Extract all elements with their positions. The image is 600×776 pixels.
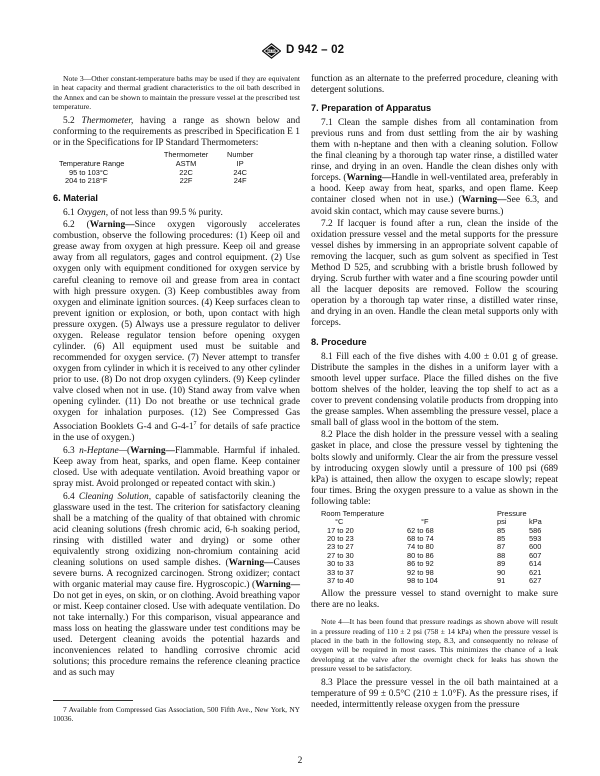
para-8-2: 8.2 Place the dish holder in the pressure vessel with a sealing gasket in place, and close the pressure vessel by tightening the bolts slowly and uniformly. Clear the air from the pressure vessel by introducing oxygen slowly until a pressure of 100 psi (689 kPa) is attained, then allow the oxygen to escape slowly; repeat four times. Bring the oxygen pressure to a value as shown in the following table: (311, 430, 558, 507)
table-row: 204 to 218°F 22F 24F (65, 176, 247, 186)
para-6-1: 6.1 Oxygen, of not less than 99.5 % purity. (63, 207, 223, 218)
table-header-row: Temperature Range ASTM IP (59, 158, 244, 168)
para-8-3: 8.3 Place the pressure vessel in the oil bath maintained at a temperature of 99 ± 0.5°C (210 ± 1.0°F). As the pressure rises, if needed, intermittently release oxygen from the pressure (311, 678, 558, 711)
pressure-table (321, 510, 557, 586)
para-8-1: 8.1 Fill each of the five dishes with 4.00 ± 0.01 g of grease. Distribute the samples in the dishes in a uniform layer with a smooth level upper surface. Place the filled dishes on the five bottom shelves of the holder, leaving the top shelf to act as a cover to prevent condensing volatile products from dropping into the grease samples. When assembling the pressure vessel, place a small ball of glass wool in the bottom of the stem. (311, 351, 558, 428)
left-column (53, 74, 300, 681)
table-row: 37 to 40 98 to 104 91 627 (327, 575, 542, 585)
table-row: 23 to 27 74 to 80 87 600 (327, 542, 542, 552)
table-row: 30 to 33 86 to 92 89 614 (327, 559, 542, 569)
footnote-7: 7 Available from Compressed Gas Association, 500 Fifth Ave., New York, NY 10036. (53, 705, 300, 723)
footnote-divider (53, 700, 133, 701)
para-6-3: 6.3 n-Heptane—(Warning—Flammable. Harmful if inhaled. Keep away from heat, sparks, and open flame. Keep container closed. Use with adequate ventilation. Avoid breathing vapor or spray mist. Avoid prolonged or repeated contact with skin.) (53, 445, 300, 489)
section-8-heading: 8. Procedure (311, 336, 367, 347)
section-7-heading: 7. Preparation of Apparatus (311, 103, 432, 114)
table-row: 95 to 103°C 22C 24C (69, 167, 247, 177)
right-column (311, 74, 558, 713)
note-3: Note 3—Other constant-temperature baths may be used if they are equivalent in heat capacity and thermal gradient characteristics to the oil bath described in the Annex and can be shown to maintain the pressure vessel at the prescribed test temperature. (53, 74, 300, 111)
table-row: 17 to 20 62 to 68 85 586 (327, 525, 542, 535)
page-number: 2 (297, 756, 303, 766)
table-header-row: Thermometer Number (163, 150, 254, 160)
para-6-2: 6.2 (Warning—Since oxygen vigorously accelerates combustion, observe the following procedures: (1) Keep oil and grease away from oxygen at high pressure. Keep oil and grease away from all regulators, gages and control equipment. (2) Use oxygen only with equipment conditioned for oxygen service by careful cleaning to remove oil and grease from area in contact with high pressure oxygen. (3) Keep combustibles away from oxygen and eliminate ignition sources. (4) Keep surfaces clean to prevent ignition or explosion, or both, upon contact with high pressure oxygen. (5) Always use a pressure regulator to deliver oxygen. Release regulator tension before opening oxygen cylinder. (6) All equipment used must be suitable and recommended for oxygen service. (7) Never attempt to transfer oxygen from cylinder in which it is received to any other cylinder prior to use. (8) Do not drop oxygen cylinders. (9) Keep cylinder valve closed when not in use. (10) Stand away from valve when opening cylinder. (11) Do not breathe or use technical grade oxygen for inhalation purposes. (12) See Compressed Gas Association Booklets G-4 and $G-4-1^7$ for details of safe practice in the use of oxygen.) (53, 220, 301, 444)
section-6-heading: 6. Material (53, 192, 98, 203)
para-7-2: 7.2 If lacquer is found after a run, clean the inside of the oxidation pressure vessel and the metal supports for the pressure vessel dishes by immersing in an appropriate solvent capable of removing the lacquer, such as gum solvent as specified in Test Method D 525, and scrubbing with a bristle brush followed by drying. Scrub further with water and a fine scouring powder until all the lacquer deposits are removed. Follow the scouring operation by a thorough tap water rinse, a distilled water rinse, and drying in an oven. Handle the clean metal supports only with forceps. (311, 219, 558, 329)
para-7-1: 7.1 Clean the sample dishes from all contamination from previous runs and from dust settling from the air by washing them with n-heptane and then with a cleaning solution. Follow the final cleaning by a thorough tap water rinse, a distilled water rinse, and drying in an oven. Handle the clean dishes only with forceps. (Warning—Handle in well-ventilated area, preferably in a hood. Keep away from heat, sparks, and open flame. Keep container closed when not in use.) (Warning—See 6.3, and avoid skin contact, which may cause severe burns.) (311, 118, 558, 217)
table-header-row: Room Temperature Pressure (321, 508, 527, 518)
table-row: 20 to 23 68 to 74 85 593 (327, 533, 542, 543)
note-4: Note 4—It has been found that pressure readings as shown above will result in a pressure reading of 110 ± 2 psi (758 ± 14 kPa) when the pressure vessel is placed in the bath in the following step, 8.3, and consequently no release of oxygen will be required in most cases. This minimizes the chance of a leak developing at the valve after the overnight check for leaks has shown the pressure vessel to be satisfactory. (311, 617, 558, 673)
table-row: 27 to 30 80 to 86 88 607 (327, 550, 542, 560)
svg-text:ASTM: ASTM (266, 49, 277, 54)
para-allow-stand: Allow the pressure vessel to stand overnight to make sure there are no leaks. (311, 589, 558, 611)
para-continued: function as an alternate to the preferred procedure, cleaning with detergent solutions. (311, 74, 558, 96)
thermometer-table (59, 151, 263, 185)
page-header (0, 44, 600, 58)
para-5-2: 5.2 Thermometer, having a range as shown below and conforming to the requirements as prescribed in Specification E 1 or in the Specifications for IP Standard Thermometers: (53, 116, 301, 149)
table-row: 33 to 37 92 to 98 90 621 (327, 567, 542, 577)
astm-logo-icon (262, 43, 281, 59)
standard-designation: D 942 – 02 (286, 44, 345, 56)
para-6-4: 6.4 Cleaning Solution, capable of satisfactorily cleaning the glassware used in the test. The criterion for satisfactory cleaning shall be a matching of the quality of that obtained with chromic acid cleaning solutions (fresh chromic acid, 6-h soaking period, rinsing with distilled water and drying) or some other equivalently strong oxidizing non-chromium containing acid cleaning solutions on used sample dishes. (Warning—Causes severe burns. A recognized carcinogen. Strong oxidizer; contact with organic material may cause fire. Hygroscopic.) (Warning—Do not get in eyes, on skin, or on clothing. Avoid breathing vapor or mist. Keep container closed. Use with adequate ventilation. Do not take internally.) For this comparison, visual appearance and mass loss on heating the glassware under test conditions may be used. Detergent cleaning avoids the potential hazards and inconveniences related to handling corrosive chromic acid solutions; this procedure remains the reference cleaning practice and as such may (53, 491, 301, 679)
table-header-row: °C °F psi kPa (335, 517, 542, 527)
